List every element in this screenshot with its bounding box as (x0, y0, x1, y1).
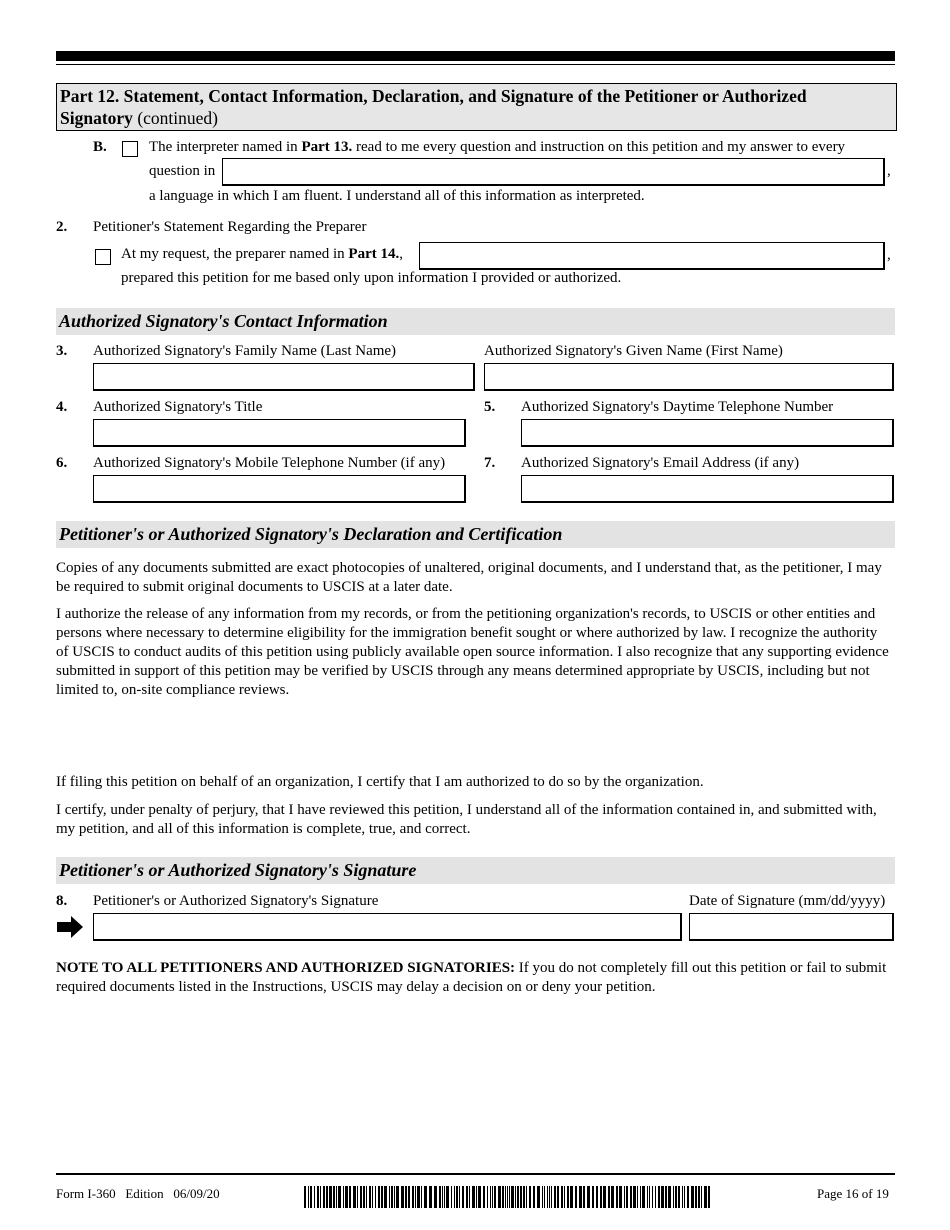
signature-input[interactable] (93, 913, 682, 941)
date-of-signature-input[interactable] (689, 913, 894, 941)
item-2-part14: Part 14. (348, 246, 400, 262)
given-name-input[interactable] (484, 363, 894, 391)
item-b-part13: Part 13. (301, 139, 353, 155)
item-b-letter: B. (93, 139, 107, 155)
declaration-p3-text: If filing this petition on behalf of an organization, I certify that I am authorized to do so by the organization. (56, 774, 704, 790)
field-3-number: 3. (56, 343, 68, 359)
item-2-text (121, 246, 403, 263)
declaration-paragraph-3 (56, 773, 892, 792)
item-2-text-pre: At my request, the preparer named in (121, 246, 349, 262)
item-b-checkbox[interactable] (122, 141, 138, 157)
field-7-number: 7. (484, 455, 496, 471)
declaration-paragraph-2 (56, 605, 892, 700)
item-2-checkbox[interactable] (95, 249, 111, 265)
family-name-input[interactable] (93, 363, 475, 391)
declaration-p2-text: I authorize the release of any information from my records, or from the petitioning organization's records, to USCIS or other entities and persons where necessary to determine eligibility for the immigration benefit sought or where authorized by law. I recognize the authority of USCIS to conduct audits of this petition using publicly available open source information. I also recognize that any supporting evidence submitted in support of this petition may be verified by USCIS through any means determined appropriate by USCIS, including but not limited to, on-site compliance reviews. (56, 606, 889, 698)
field-3-label: Authorized Signatory's Family Name (Last Name) (93, 343, 397, 359)
item-b-question-in-label: question in (149, 163, 216, 179)
field-4-number: 4. (56, 399, 68, 415)
part-12-header (56, 83, 897, 131)
item-2-number: 2. (56, 219, 68, 235)
item-2-comma: , (887, 247, 891, 263)
note-text: If you do not completely fill out this petition or fail to submit required documents listed in the Instructions, USCIS may delay a decision on or deny your petition. (56, 960, 887, 995)
item-2-title: Petitioner's Statement Regarding the Preparer (93, 219, 367, 235)
field-3b-label: Authorized Signatory's Given Name (First Name) (484, 343, 783, 359)
section-contact-header: Authorized Signatory's Contact Information (56, 308, 895, 335)
footer-form-edition: Form I-360 Edition 06/09/20 (56, 1186, 220, 1201)
mobile-phone-input[interactable] (93, 475, 466, 503)
preparer-name-field[interactable] (419, 242, 885, 270)
field-6-label: Authorized Signatory's Mobile Telephone Number (if any) (93, 455, 446, 471)
daytime-phone-input[interactable] (521, 419, 894, 447)
field-5-label: Authorized Signatory's Daytime Telephone Number (521, 399, 834, 415)
declaration-paragraph-1 (56, 559, 892, 597)
note-paragraph (56, 959, 892, 997)
interpreter-language-field[interactable] (222, 158, 885, 186)
note-bold: NOTE TO ALL PETITIONERS AND AUTHORIZED SIGNATORIES: (56, 960, 516, 976)
item-b-comma: , (887, 163, 891, 179)
part-header-title-2: Signatory (60, 108, 133, 128)
top-thick-rule (56, 51, 895, 61)
part-header-title: Part 12. Statement, Contact Information, Declaration, and Signature of the Petitioner or Authorized (60, 86, 807, 106)
section-signature-header: Petitioner's or Authorized Signatory's Signature (56, 857, 895, 884)
field-8-number: 8. (56, 893, 68, 909)
item-b-text (149, 139, 845, 156)
declaration-p4-text: I certify, under penalty of perjury, that I have reviewed this petition, I understand all of the information contained in, and submitted with, my petition, and all of this information is complete, true, and correct. (56, 802, 877, 837)
footer-rule (56, 1173, 895, 1175)
date-of-signature-label: Date of Signature (mm/dd/yyyy) (689, 893, 886, 909)
field-5-number: 5. (484, 399, 496, 415)
field-6-number: 6. (56, 455, 68, 471)
item-b-text-pre: The interpreter named in (149, 139, 302, 155)
top-thin-rule (56, 64, 895, 65)
item-2-text-post: , (399, 246, 403, 262)
section-declaration-header: Petitioner's or Authorized Signatory's Declaration and Certification (56, 521, 895, 548)
footer-page-number: Page 16 of 19 (817, 1186, 889, 1201)
barcode-image (304, 1186, 712, 1208)
declaration-p1-text: Copies of any documents submitted are exact photocopies of unaltered, original documents, and I understand that, as the petitioner, I may be required to submit original documents to USCIS at a later date. (56, 560, 882, 595)
field-8-label: Petitioner's or Authorized Signatory's Signature (93, 893, 379, 909)
item-2-line2: prepared this petition for me based only upon information I provided or authorized. (121, 270, 622, 286)
title-input[interactable] (93, 419, 466, 447)
field-4-label: Authorized Signatory's Title (93, 399, 263, 415)
item-b-text-post: read to me every question and instruction on this petition and my answer to every (352, 139, 846, 155)
part-header-continued: (continued) (132, 108, 218, 128)
email-input[interactable] (521, 475, 894, 503)
declaration-paragraph-4 (56, 801, 892, 839)
arrow-right-icon (57, 916, 83, 938)
field-7-label: Authorized Signatory's Email Address (if any) (521, 455, 800, 471)
item-b-line3: a language in which I am fluent. I understand all of this information as interpreted. (149, 188, 645, 204)
